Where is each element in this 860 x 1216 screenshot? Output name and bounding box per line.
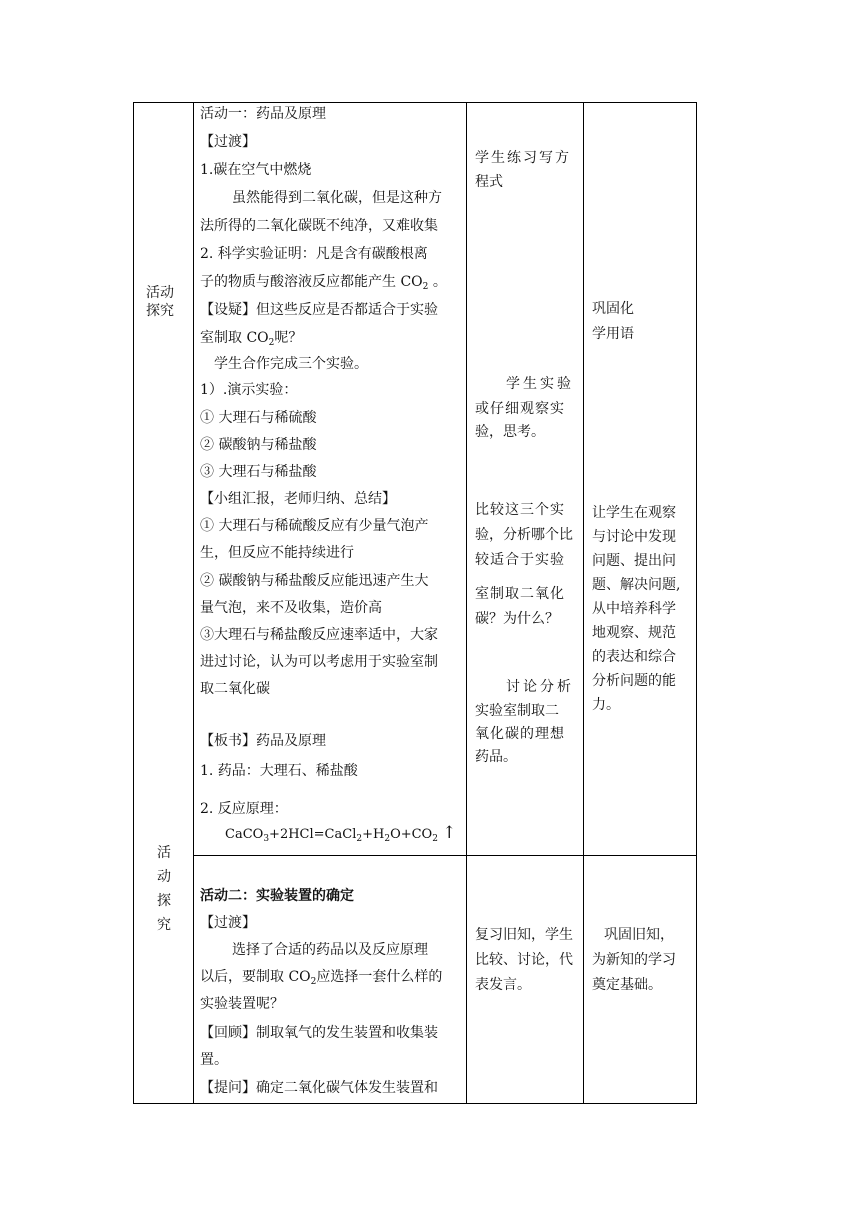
gas-up-arrow-icon: ↑	[442, 823, 457, 843]
activity1-board: 【板书】药品及原理	[200, 733, 326, 749]
col3-b-line1: 学生实验	[506, 376, 574, 392]
col1-label-bottom-2: 动	[157, 869, 171, 885]
activity1-result3-line2: 进过讨论，认为可以考虑用于实验室制	[200, 654, 438, 670]
activity1-demo: 1）.演示实验：	[200, 382, 298, 398]
activity1-equation: $CaCO_3+2HCl=CaCl_2+H_2O+CO_2$ ↑	[225, 823, 457, 844]
table-border-right	[696, 102, 697, 1104]
col3-a-line1: 学生练习写方	[475, 150, 571, 166]
col4-a-line1: 巩固化	[592, 301, 634, 317]
activity1-report: 【小组汇报，老师归纳、总结】	[200, 491, 396, 507]
activity1-coop: 学生合作完成三个实验。	[214, 356, 368, 372]
col3-d-line4: 药品。	[475, 749, 517, 765]
activity1-result1-line1: ① 大理石与稀硫酸反应有少量气泡产	[200, 518, 429, 534]
activity2-ask-line1: 【提问】确定二氧化碳气体发生装置和	[200, 1080, 438, 1096]
activity1-result1-line2: 生，但反应不能持续进行	[200, 545, 354, 561]
activity2-para1-line1: 选择了合适的药品以及反应原理	[232, 942, 428, 958]
activity2-title: 活动二：实验装置的确定	[200, 888, 354, 904]
activity1-question-line1: 【设疑】但这些反应是否都适合于实验	[200, 302, 438, 318]
col3-c-line4: 室制取二氧化	[475, 586, 565, 602]
col3-e-line3: 表发言。	[475, 977, 531, 993]
activity1-board-item2: 2. 反应原理：	[200, 801, 288, 817]
col1-label-bottom-3: 探	[157, 893, 171, 909]
col1-label-top-1: 活动	[146, 285, 174, 301]
col4-b-line3: 问题、提出问	[592, 553, 676, 569]
activity2-review-line2: 置。	[200, 1052, 228, 1068]
activity1-board-item1: 1. 药品：大理石、稀盐酸	[200, 763, 358, 779]
col3-b-line3: 验，思考。	[475, 424, 545, 440]
activity1-exp3: ③ 大理石与稀盐酸	[200, 464, 317, 480]
activity1-item1: 1.碳在空气中燃烧	[200, 162, 312, 178]
col4-b-line7: 的表达和综合	[592, 649, 676, 665]
activity1-result3-line1: ③大理石与稀盐酸反应速率适中，大家	[200, 627, 438, 643]
activity1-result3-line3: 取二氧化碳	[200, 681, 270, 697]
col-divider-1	[193, 102, 194, 1104]
table-border-bottom	[133, 1103, 697, 1104]
col4-a-line2: 学用语	[592, 326, 634, 342]
col4-b-line8: 分析问题的能	[592, 673, 676, 689]
col4-c-line3: 奠定基础。	[592, 977, 662, 993]
col1-label-top-2: 探究	[146, 303, 174, 319]
table-border-left	[133, 102, 134, 1104]
activity1-result2-line2: 量气泡，来不及收集，造价高	[200, 600, 382, 616]
col3-c-line2: 验，分析哪个比	[475, 527, 573, 543]
activity2-para1-line3: 实验装置呢？	[200, 996, 284, 1012]
activity1-result2-line1: ② 碳酸钠与稀盐酸反应能迅速产生大	[200, 573, 429, 589]
activity1-item2-line1: 2. 科学实验证明：凡是含有碳酸根离	[200, 246, 428, 262]
activity2-para1-line2: 以后，要制取 $CO_2$应选择一套什么样的	[200, 969, 443, 987]
activity2-transition: 【过渡】	[200, 915, 256, 931]
activity1-transition: 【过渡】	[200, 134, 256, 150]
col4-b-line4: 题、解决问题,	[592, 577, 681, 593]
activity2-review-line1: 【回顾】制取氧气的发生装置和收集装	[200, 1025, 438, 1041]
col3-a-line2: 程式	[475, 174, 503, 190]
activity1-item2-line2: 子的物质与酸溶液反应都能产生 $CO_2$ 。	[200, 274, 447, 292]
activity1-exp2: ② 碳酸钠与稀盐酸	[200, 437, 317, 453]
col4-b-line2: 与讨论中发现	[592, 529, 676, 545]
activity1-question-line2: 室制取 $CO_2$呢？	[200, 330, 303, 348]
col3-b-line2: 或仔细观察实	[475, 401, 565, 417]
activity1-para1-line1: 虽然能得到二氧化碳，但是这种方	[232, 190, 442, 206]
col3-d-line3: 氧化碳的理想	[475, 726, 565, 742]
col-divider-2	[466, 102, 467, 1104]
col4-b-line9: 力。	[592, 697, 620, 713]
col3-c-line5: 碳？为什么？	[475, 611, 559, 627]
col3-e-line1: 复习旧知，学生	[475, 927, 573, 943]
activity1-exp1: ① 大理石与稀硫酸	[200, 410, 317, 426]
activity1-title: 活动一：药品及原理	[200, 106, 326, 122]
row-divider	[193, 855, 697, 856]
col3-e-line2: 比较、讨论，代	[475, 952, 573, 968]
col4-c-line1: 巩固旧知，	[604, 927, 674, 943]
activity1-para1-line2: 法所得的二氧化碳既不纯净，又难收集	[200, 218, 438, 234]
col-divider-3	[583, 102, 584, 1104]
col3-c-line3: 较适合于实验	[475, 552, 565, 568]
col3-d-line1: 讨论分析	[506, 679, 574, 695]
col4-c-line2: 为新知的学习	[592, 952, 676, 968]
col4-b-line5: 从中培养科学	[592, 601, 676, 617]
col4-b-line6: 地观察、规范	[592, 625, 676, 641]
col1-label-bottom-1: 活	[157, 845, 171, 861]
col1-label-bottom-4: 究	[157, 917, 171, 933]
col3-d-line2: 实验室制取二	[475, 703, 559, 719]
col3-c-line1: 比较这三个实	[475, 502, 565, 518]
col4-b-line1: 让学生在观察	[592, 505, 676, 521]
